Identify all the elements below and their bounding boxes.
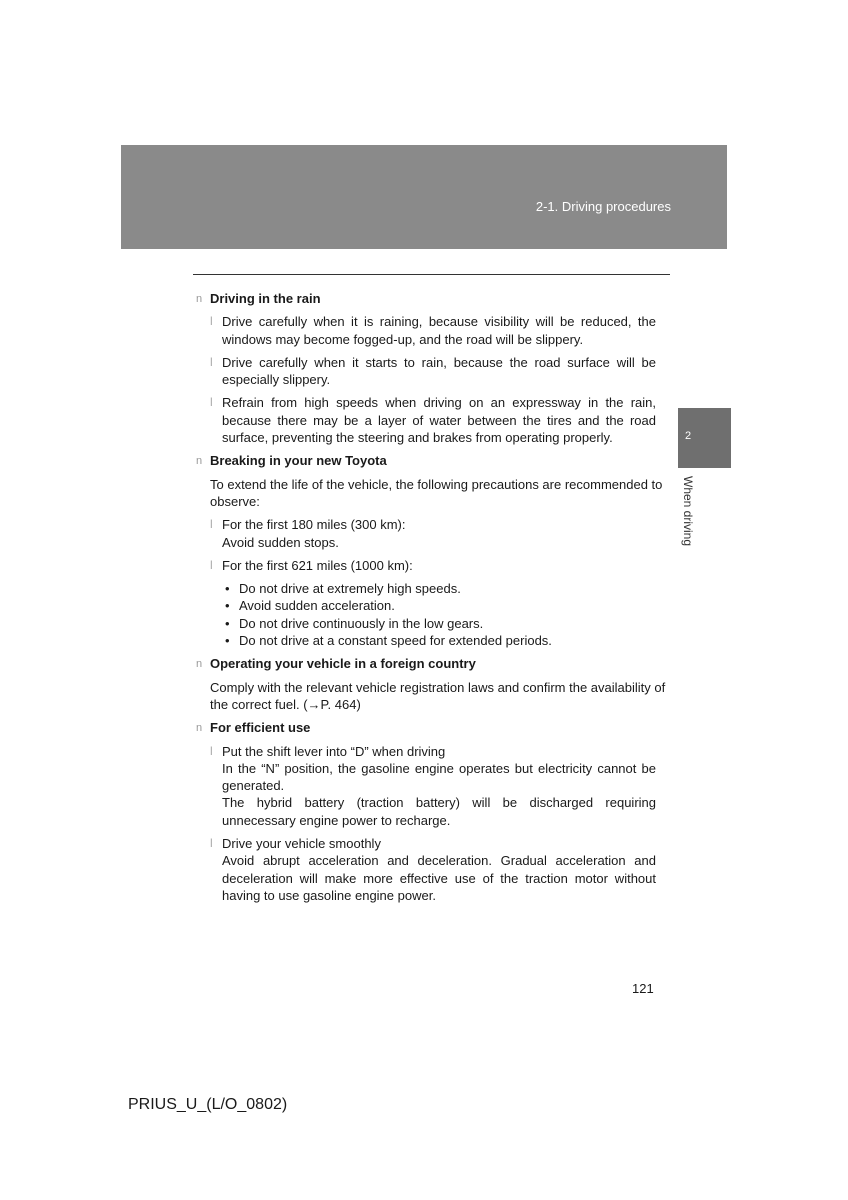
bullet-text: Drive carefully when it is raining, because visibility will be reduced, the windows may become fogged-up, and the road will be slippery. (222, 314, 656, 347)
section-foreign-country (196, 655, 668, 713)
page-content (196, 290, 668, 910)
bullet-marker-icon: l (210, 557, 213, 572)
list-item (196, 835, 668, 904)
list-item (196, 743, 668, 829)
precaution-list (196, 580, 668, 649)
bullet-text: Refrain from high speeds when driving on an expressway in the rain, because there may be a layer of water between the tires and the road surface, preventing the steering and brakes from operating properly. (222, 395, 656, 446)
section-heading: Driving in the rain (210, 291, 321, 306)
chapter-label: When driving (681, 476, 695, 547)
section-title: 2-1. Driving procedures (535, 199, 671, 214)
section-intro: To extend the life of the vehicle, the following precautions are recommended to observe: (210, 476, 663, 509)
section-efficient-use (196, 719, 668, 904)
bullet-marker-icon: l (210, 517, 213, 532)
header-rule (193, 274, 670, 275)
list-item (196, 394, 668, 446)
list-item (196, 557, 668, 574)
list-item (196, 313, 668, 348)
section-driving-in-rain (196, 290, 668, 446)
bullet-marker-icon: l (210, 314, 213, 329)
list-item: • Avoid sudden acceleration. (222, 597, 668, 614)
bullet-marker-icon: l (210, 395, 213, 410)
bullet-marker-icon: l (210, 354, 213, 369)
list-item: • Do not drive continuously in the low gears. (222, 615, 668, 632)
list-item (196, 354, 668, 389)
section-heading: For efficient use (210, 720, 311, 736)
footer-code: PRIUS_U_(L/O_0802) (128, 1096, 288, 1113)
bullet-text: Avoid sudden stops. (222, 534, 339, 550)
section-body: Comply with the relevant vehicle registration laws and confirm the availability of the correct fuel. (→P. 464) (210, 679, 666, 712)
bullet-text: For the first 180 miles (300 km): (222, 517, 406, 533)
page-number: 121 (632, 981, 654, 996)
list-item: • Do not drive at a constant speed for extended periods. (222, 632, 668, 649)
section-marker-icon: n (196, 658, 203, 671)
chapter-number: 2 (685, 430, 692, 442)
bullet-text: Drive carefully when it starts to rain, because the road surface will be especially slippery. (222, 354, 656, 388)
section-heading: Breaking in your new Toyota (210, 453, 387, 469)
section-heading: Operating your vehicle in a foreign country (210, 656, 476, 672)
bullet-title: Put the shift lever into “D” when driving (222, 743, 446, 759)
section-breaking-in (196, 452, 668, 649)
list-item: • Do not drive at extremely high speeds. (222, 580, 668, 597)
section-marker-icon: n (196, 455, 203, 468)
section-marker-icon: n (196, 293, 203, 305)
bullet-marker-icon: l (210, 743, 213, 758)
list-item (196, 516, 668, 551)
bullet-text: For the first 621 miles (1000 km): (222, 557, 413, 573)
bullet-marker-icon: l (210, 836, 213, 851)
bullet-title: Drive your vehicle smoothly (222, 836, 381, 852)
chapter-tab (678, 408, 731, 468)
section-marker-icon: n (196, 722, 203, 735)
bullet-text: The hybrid battery (traction battery) will be discharged requiring unnecessary engine power to recharge. (222, 795, 656, 828)
header-band (121, 145, 727, 249)
bullet-text: In the “N” position, the gasoline engine operates but electricity cannot be generated. (222, 760, 656, 794)
bullet-text: Avoid abrupt acceleration and deceleration. Gradual acceleration and deceleration will make more effective use of the traction motor without having to use gasoline engine power. (222, 853, 656, 903)
